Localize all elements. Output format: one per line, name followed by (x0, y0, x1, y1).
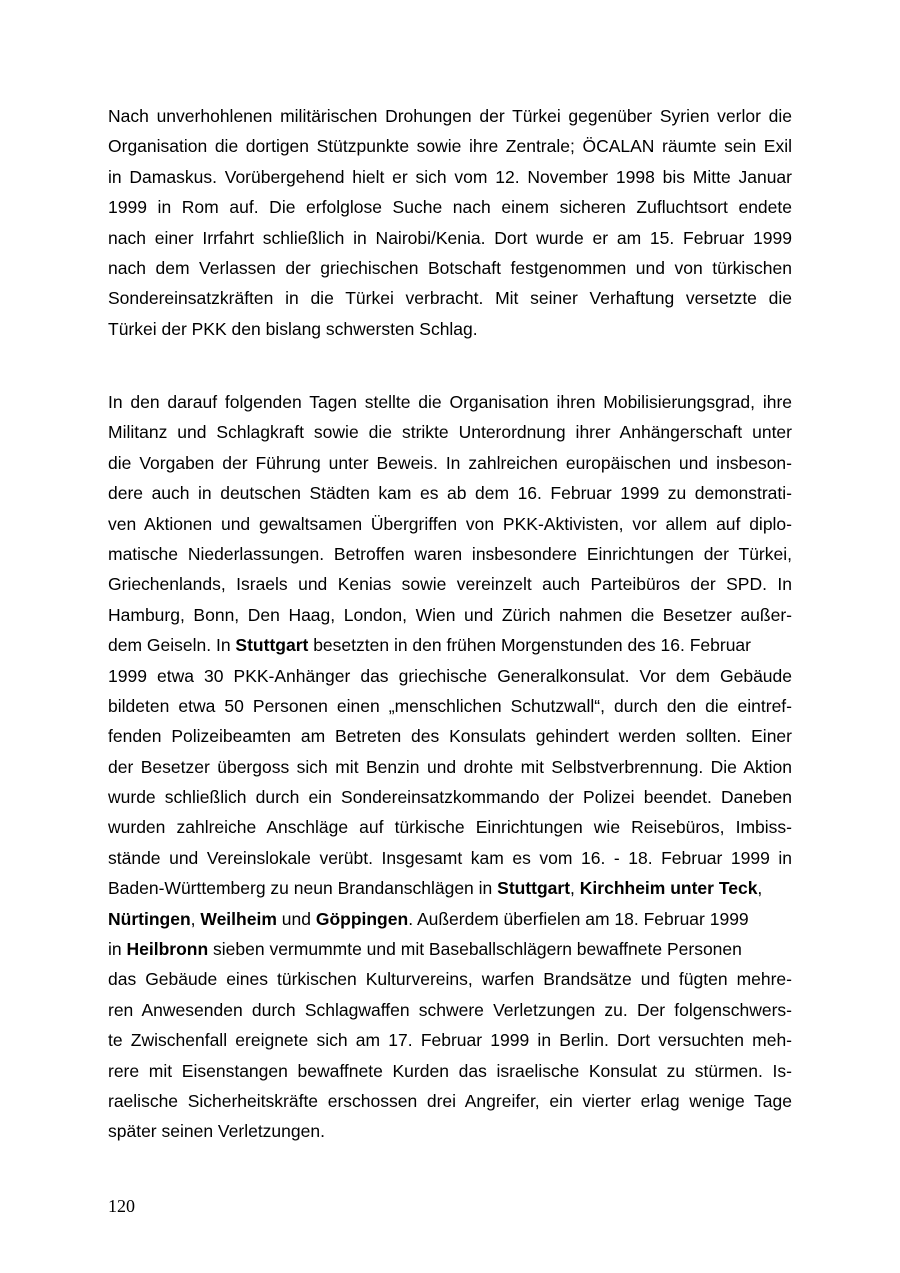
text-line: matische Niederlassungen. Betroffen waren insbesondere Einrichtungen der Türkei, (108, 543, 792, 564)
text-line: In den darauf folgenden Tagen stellte die Organisation ihren Mobilisierungsgrad, ihre (108, 392, 792, 412)
text-line (108, 934, 792, 964)
text-line: Sondereinsatzkräften in die Türkei verbracht. Mit seiner Verhaftung versetzte die (108, 288, 792, 309)
place-name-stuttgart: Stuttgart (235, 635, 309, 656)
text-line: dere auch in deutschen Städten kam es ab dem 16. Februar 1999 zu demonstrati- (108, 483, 792, 504)
text-line: Türkei der PKK den bislang schwersten Schlag. (108, 318, 478, 339)
page-number: 120 (108, 1196, 135, 1216)
text-line: stände und Vereinslokale verübt. Insgesamt kam es vom 16. - 18. Februar 1999 in (108, 847, 792, 868)
text-run: und (276, 908, 316, 929)
text-line: der Besetzer übergoss sich mit Benzin und drohte mit Selbstverbrennung. Die Aktion (108, 756, 792, 777)
place-name-heilbronn: Heilbronn (126, 939, 209, 960)
text-line: in Damaskus. Vorübergehend hielt er sich vom 12. November 1998 bis Mitte Januar (108, 166, 792, 187)
text-line: das Gebäude eines türkischen Kulturvereins, warfen Brandsätze und fügten mehre- (108, 969, 792, 990)
text-line (108, 630, 792, 660)
paragraph-1 (108, 101, 792, 344)
text-line: nach dem Verlassen der griechischen Botschaft festgenommen und von türkischen (108, 257, 792, 278)
place-name-goeppingen: Göppingen (315, 908, 409, 929)
text-line: ren Anwesenden durch Schlagwaffen schwere Verletzungen zu. Der folgenschwers- (108, 999, 792, 1020)
text-line: Organisation die dortigen Stützpunkte sowie ihre Zentrale; ÖCALAN räumte sein Exil (108, 136, 792, 157)
text-line: te Zwischenfall ereignete sich am 17. Februar 1999 in Berlin. Dort versuchten meh- (108, 1030, 792, 1051)
text-run: Baden-Württemberg zu neun Brandanschlägen in (108, 878, 498, 899)
text-run: . Außerdem überfielen am 18. Februar 1999 (408, 908, 749, 929)
text-line: 1999 etwa 30 PKK-Anhänger das griechische Generalkonsulat. Vor dem Gebäude (108, 665, 792, 686)
text-line: 1999 in Rom auf. Die erfolglose Suche nach einem sicheren Zufluchtsort endete (108, 197, 792, 218)
text-run: dem Geiseln. In (108, 635, 236, 656)
text-line: Hamburg, Bonn, Den Haag, London, Wien und Zürich nahmen die Besetzer außer- (108, 604, 792, 625)
text-line: Nach unverhohlenen militärischen Drohungen der Türkei gegenüber Syrien verlor die (108, 106, 792, 126)
text-run: in (108, 939, 127, 960)
text-line: ven Aktionen und gewaltsamen Übergriffen von PKK-Aktivisten, vor allem auf diplo- (108, 513, 792, 534)
text-line: die Vorgaben der Führung unter Beweis. In zahlreichen europäischen und insbeson- (108, 452, 792, 473)
place-name-kirchheim: Kirchheim unter Teck (579, 878, 758, 899)
text-line: raelische Sicherheitskräfte erschossen drei Angreifer, ein vierter erlag wenige Tage (108, 1090, 792, 1111)
text-line: fenden Polizeibeamten am Betreten des Konsulats gehindert werden sollten. Einer (108, 726, 792, 747)
paragraph-2 (108, 387, 792, 1147)
place-name-nuertingen: Nürtingen (108, 908, 191, 929)
text-line: wurde schließlich durch ein Sondereinsatzkommando der Polizei beendet. Daneben (108, 787, 792, 808)
text-run: , (757, 878, 763, 899)
text-line: später seinen Verletzungen. (108, 1121, 325, 1142)
text-line: Militanz und Schlagkraft sowie die strikte Unterordnung ihrer Anhängerschaft unter (108, 422, 792, 443)
place-name-stuttgart: Stuttgart (497, 878, 571, 899)
text-run: besetzten in den frühen Morgenstunden des 16. Februar (308, 635, 751, 656)
text-line: nach einer Irrfahrt schließlich in Nairobi/Kenia. Dort wurde er am 15. Februar 1999 (108, 227, 792, 248)
text-line: wurden zahlreiche Anschläge auf türkische Einrichtungen wie Reisebüros, Imbiss- (108, 817, 792, 838)
text-run: sieben vermummte und mit Baseballschlägern bewaffnete Personen (208, 939, 742, 960)
place-name-weilheim: Weilheim (200, 908, 277, 929)
text-line (108, 873, 792, 903)
text-line: rere mit Eisenstangen bewaffnete Kurden das israelische Konsulat zu stürmen. Is- (108, 1060, 792, 1081)
text-run: , (190, 908, 201, 929)
text-run: , (570, 878, 580, 899)
text-line (108, 904, 792, 934)
text-line: Griechenlands, Israels und Kenias sowie vereinzelt auch Parteibüros der SPD. In (108, 574, 792, 595)
text-line: bildeten etwa 50 Personen einen „menschlichen Schutzwall“, durch den die eintref- (108, 695, 792, 716)
